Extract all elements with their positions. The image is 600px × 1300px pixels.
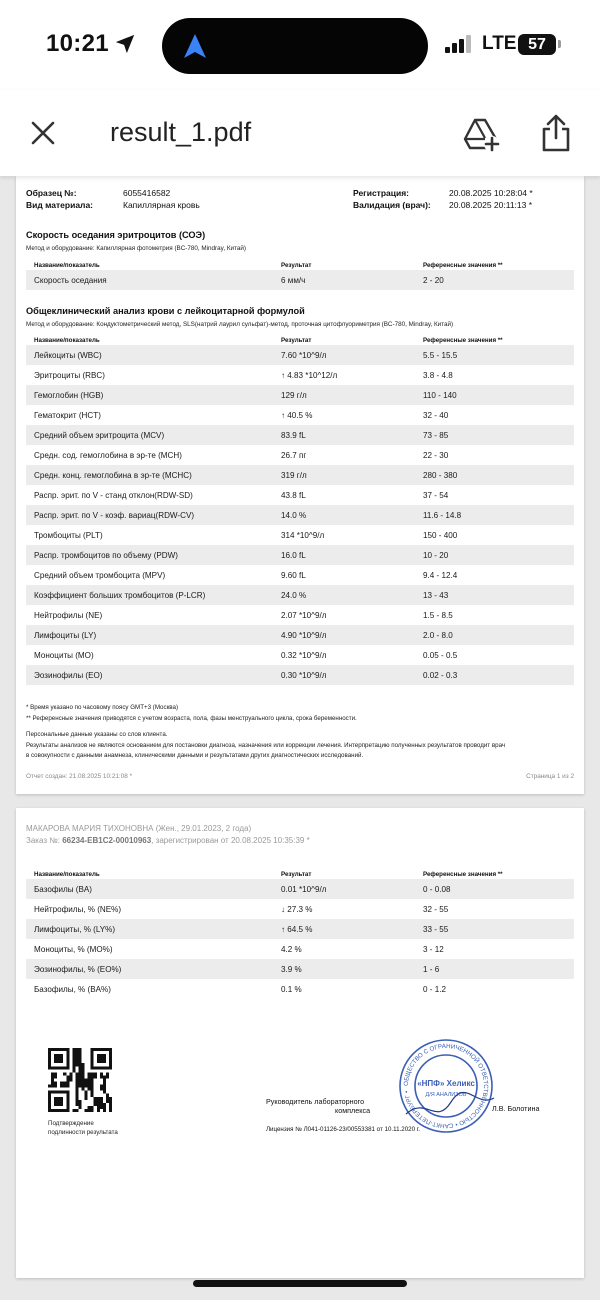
material-value: Капиллярная кровь: [123, 200, 200, 210]
navigation-arrow-icon: [182, 32, 208, 60]
table-row: [26, 465, 574, 485]
row-reference: 0 - 1.2: [423, 985, 446, 994]
page-number: Страница 1 из 2: [526, 773, 574, 780]
note-reference: ** Референсные значения приводятся с учетом возраста, пола, фазы менструального цикла, срока беременности.: [26, 715, 357, 722]
validation-value: 20.08.2025 20:11:13 *: [449, 200, 533, 210]
row-result: 6 мм/ч: [281, 276, 306, 285]
network-type: LTE: [482, 33, 517, 54]
cbc-table-header: [26, 335, 574, 345]
row-name: Нейтрофилы (NE): [34, 611, 103, 620]
note-disclaimer-1: Результаты анализов не являются основанием для постановки диагноза, назначения или коррекции лечения. Интерпретацию полученных результатов проводит врач: [26, 742, 506, 749]
row-reference: 32 - 40: [423, 411, 449, 420]
row-reference: 110 - 140: [423, 391, 457, 400]
row-name: Распр. эрит. по V - коэф. вариац(RDW-CV): [34, 511, 195, 520]
row-name: Средний объем тромбоцита (MPV): [34, 571, 166, 580]
row-name: Распр. тромбоцитов по объему (PDW): [34, 551, 178, 560]
row-name: Нейтрофилы, % (NE%): [34, 905, 122, 914]
row-result: 4.90 *10^9/л: [281, 631, 327, 640]
order-prefix: Заказ №:: [26, 836, 63, 845]
status-bar: [0, 0, 600, 90]
license-text: Лицензия № Л041-01126-23/00553381 от 10.11.2020 г.: [266, 1126, 420, 1133]
order-number: 66234-EB1C2-00010963: [62, 836, 152, 845]
table-row: [26, 959, 574, 979]
order-info: [26, 836, 310, 845]
note-timezone: * Время указано по часовому поясу GMT+3 (Москва): [26, 704, 179, 711]
row-name: Эритроциты (RBC): [34, 371, 105, 380]
row-result: 24.0 %: [281, 591, 307, 600]
order-suffix: , зарегистрирован от 20.08.2025 10:35:39 *: [151, 836, 310, 845]
report-created: Отчет создан: 21.08.2025 10:21:08 *: [26, 773, 133, 780]
table-row: [26, 605, 574, 625]
dynamic-island[interactable]: [162, 18, 428, 74]
col-result-header: Результат: [281, 871, 312, 878]
svg-text:Д/Я АНАЛИЗОВ: Д/Я АНАЛИЗОВ: [425, 1092, 467, 1098]
row-result: 26.7 пг: [281, 451, 307, 460]
status-time: 10:21: [46, 30, 109, 57]
qr-caption-line-2: подлинности результата: [48, 1129, 118, 1136]
location-arrow-icon: [114, 33, 136, 55]
row-result: ↓ 27.3 %: [281, 905, 313, 914]
esr-section-title: Скорость оседания эритроцитов (СОЭ): [26, 230, 206, 240]
note-disclaimer-2: в совокупности с данными анамнеза, клиническими данными и результатами других диагностических исследований.: [26, 752, 364, 759]
row-reference: 2 - 20: [423, 276, 444, 285]
table-row: [26, 485, 574, 505]
close-icon[interactable]: [26, 116, 60, 150]
table-row: [26, 270, 574, 290]
cbc-section-title: Общеклинический анализ крови с лейкоцитарной формулой: [26, 306, 305, 316]
row-result: 319 г/л: [281, 471, 307, 480]
row-reference: 2.0 - 8.0: [423, 631, 453, 640]
row-result: 83.9 fL: [281, 431, 306, 440]
row-reference: 3 - 12: [423, 945, 444, 954]
row-name: Моноциты (MO): [34, 651, 94, 660]
table-row: [26, 645, 574, 665]
share-icon[interactable]: [538, 112, 574, 154]
row-result: 14.0 %: [281, 511, 307, 520]
row-result: 16.0 fL: [281, 551, 306, 560]
row-reference: 22 - 30: [423, 451, 449, 460]
esr-table-header: [26, 260, 574, 270]
row-result: ↑ 40.5 %: [281, 411, 313, 420]
table-row: [26, 425, 574, 445]
table-row: [26, 665, 574, 685]
row-result: ↑ 64.5 %: [281, 925, 313, 934]
registration-label: Регистрация:: [353, 188, 410, 198]
table-row: [26, 385, 574, 405]
row-result: 43.8 fL: [281, 491, 306, 500]
row-result: 7.60 *10^9/л: [281, 351, 327, 360]
table-row: [26, 405, 574, 425]
table-row: [26, 879, 574, 899]
row-result: 4.2 %: [281, 945, 302, 954]
add-to-drive-icon[interactable]: [462, 114, 502, 154]
col-result-header: Результат: [281, 262, 312, 269]
qr-code[interactable]: [48, 1048, 112, 1112]
signer-role-line-2: комплекса: [335, 1106, 371, 1115]
row-reference: 3.8 - 4.8: [423, 371, 453, 380]
viewer-toolbar: [0, 90, 600, 176]
battery-tip: [558, 40, 561, 48]
row-reference: 9.4 - 12.4: [423, 571, 458, 580]
col-ref-header: Референсные значения **: [423, 871, 503, 878]
col-name-header: Название/показатель: [34, 337, 100, 344]
registration-value: 20.08.2025 10:28:04 *: [449, 188, 533, 198]
table-row: [26, 545, 574, 565]
table-row: [26, 445, 574, 465]
row-reference: 1.5 - 8.5: [423, 611, 453, 620]
cbc-method: Метод и оборудование: Кондуктометрический метод, SLS(натрий лаурил сульфат)-метод, проточная цитофлуориметрия (BC-780, Mindray, Китай): [26, 321, 454, 328]
file-title: result_1.pdf: [110, 117, 252, 147]
lab-stamp: [396, 1036, 496, 1136]
row-reference: 5.5 - 15.5: [423, 351, 458, 360]
table-row: [26, 365, 574, 385]
row-result: 0.30 *10^9/л: [281, 671, 327, 680]
row-name: Средн. конц. гемоглобина в эр-те (MCHC): [34, 471, 192, 480]
row-result: 0.01 *10^9/л: [281, 885, 327, 894]
row-result: 0.32 *10^9/л: [281, 651, 327, 660]
page2-table-header: [26, 869, 574, 879]
row-reference: 32 - 55: [423, 905, 449, 914]
row-name: Лимфоциты, % (LY%): [34, 925, 116, 934]
patient-info: МАКАРОВА МАРИЯ ТИХОНОВНА (Жен., 29.01.2023, 2 года): [26, 824, 252, 833]
validation-label: Валидация (врач):: [353, 200, 431, 210]
row-reference: 0.02 - 0.3: [423, 671, 458, 680]
table-row: [26, 979, 574, 999]
row-reference: 150 - 400: [423, 531, 458, 540]
col-name-header: Название/показатель: [34, 871, 100, 878]
sample-value: 6055416582: [123, 188, 171, 198]
table-row: [26, 625, 574, 645]
row-reference: 10 - 20: [423, 551, 449, 560]
material-label: Вид материала:: [26, 200, 94, 210]
pdf-page-2: [16, 808, 584, 1278]
row-name: Эозинофилы (EO): [34, 671, 103, 680]
row-name: Гемоглобин (HGB): [34, 391, 104, 400]
col-ref-header: Референсные значения **: [423, 337, 503, 344]
col-result-header: Результат: [281, 337, 312, 344]
note-personal: Персональные данные указаны со слов клиента.: [26, 731, 168, 738]
signer-role-line-1: Руководитель лабораторного: [266, 1097, 365, 1106]
row-name: Распр. эрит. по V - станд отклон(RDW-SD): [34, 491, 193, 500]
row-name: Коэффициент больших тромбоцитов (P-LCR): [34, 591, 206, 600]
svg-text:«НПФ» Хеликс: «НПФ» Хеликс: [417, 1079, 475, 1088]
table-row: [26, 505, 574, 525]
row-reference: 37 - 54: [423, 491, 449, 500]
esr-method: Метод и оборудование: Капиллярная фотометрия (BC-780, Mindray, Китай): [26, 245, 246, 252]
signer-name: Л.В. Болотина: [492, 1104, 540, 1113]
table-row: [26, 899, 574, 919]
sample-label: Образец №:: [26, 188, 77, 198]
table-row: [26, 525, 574, 545]
row-name: Моноциты, % (MO%): [34, 945, 113, 954]
row-name: Тромбоциты (PLT): [34, 531, 103, 540]
row-name: Скорость оседания: [34, 276, 107, 285]
row-result: 9.60 fL: [281, 571, 306, 580]
battery-icon: 57: [518, 34, 556, 55]
row-name: Эозинофилы, % (EO%): [34, 965, 122, 974]
pdf-page-1: [16, 176, 584, 794]
row-reference: 11.6 - 14.8: [423, 511, 462, 520]
table-row: [26, 585, 574, 605]
row-name: Гематокрит (HCT): [34, 411, 101, 420]
col-name-header: Название/показатель: [34, 262, 100, 269]
row-name: Базофилы, % (BA%): [34, 985, 111, 994]
table-row: [26, 345, 574, 365]
row-reference: 0.05 - 0.5: [423, 651, 458, 660]
table-row: [26, 919, 574, 939]
cellular-signal-icon: [445, 35, 473, 53]
table-row: [26, 565, 574, 585]
row-name: Лимфоциты (LY): [34, 631, 97, 640]
row-result: ↑ 4.83 *10^12/л: [281, 371, 338, 380]
row-result: 314 *10^9/л: [281, 531, 325, 540]
row-reference: 33 - 55: [423, 925, 449, 934]
row-result: 3.9 %: [281, 965, 302, 974]
row-result: 2.07 *10^9/л: [281, 611, 327, 620]
table-row: [26, 939, 574, 959]
row-reference: 0 - 0.08: [423, 885, 451, 894]
row-name: Базофилы (BA): [34, 885, 92, 894]
row-result: 129 г/л: [281, 391, 307, 400]
svg-text:ОБЩЕСТВО С ОГРАНИЧЕННОЙ ОТВЕТС: ОБЩЕСТВО С ОГРАНИЧЕННОЙ ОТВЕТСТВЕННОСТЬЮ • САНКТ-ПЕТЕРБУРГ •: [402, 1042, 490, 1130]
row-reference: 280 - 380: [423, 471, 458, 480]
row-name: Средн. сод. гемоглобина в эр-те (MCH): [34, 451, 182, 460]
qr-caption-line-1: Подтверждение: [48, 1120, 94, 1127]
home-indicator[interactable]: [193, 1280, 407, 1287]
col-ref-header: Референсные значения **: [423, 262, 503, 269]
row-reference: 1 - 6: [423, 965, 440, 974]
row-reference: 73 - 85: [423, 431, 449, 440]
row-name: Лейкоциты (WBC): [34, 351, 102, 360]
row-reference: 13 - 43: [423, 591, 449, 600]
row-result: 0.1 %: [281, 985, 302, 994]
row-name: Средний объем эритроцита (MCV): [34, 431, 165, 440]
